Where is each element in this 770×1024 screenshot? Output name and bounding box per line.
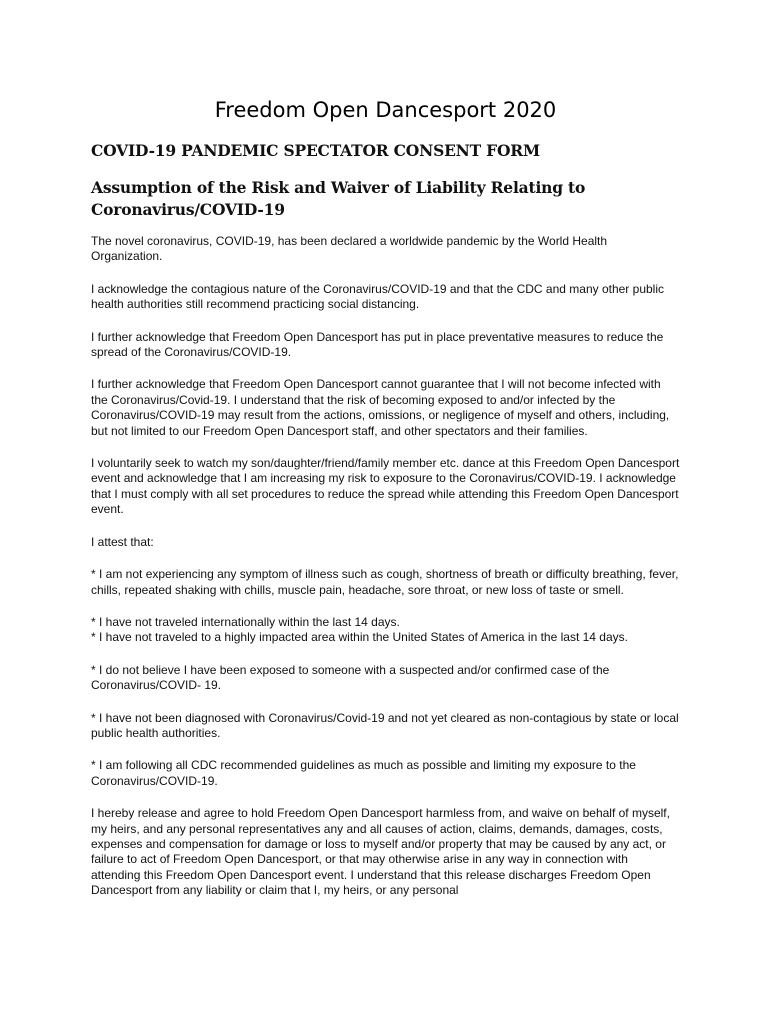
paragraph-contagious-nature: I acknowledge the contagious nature of the Coronavirus/COVID-19 and that the CDC and many other public health authorities still recommend practicing social distancing. xyxy=(91,281,664,312)
paragraph-release-of-liability: I hereby release and agree to hold Freedom Open Dancesport harmless from, and waive on behalf of myself, my heirs, and any personal representatives any and all causes of action, claims, demands, damages, costs, expenses and compensation for damage or loss to myself and/or property that may be caused by any act, or failure to act of Freedom Open Dancesport, or that may otherwise arise in any way in connection with attending this Freedom Open Dancesport event. I understand that this release discharges Freedom Open Dancesport from any liability or claim that I, my heirs, or any personal xyxy=(91,806,670,898)
paragraph-no-guarantee: I further acknowledge that Freedom Open Dancesport cannot guarantee that I will not become infected with the Coronavirus/Covid-19. I understand that the risk of becoming exposed to and/or infected by the Coronavirus/COVID-19 may result from the actions, omissions, or negligence of myself and others, including, but not limited to our Freedom Open Dancesport staff, and other spectators and their families. xyxy=(91,377,670,438)
paragraph-attest-intro: I attest that: xyxy=(91,534,154,549)
attestation-following-guidelines: * I am following all CDC recommended guidelines as much as possible and limiting my exposure to the Coronavirus/COVID-19. xyxy=(91,758,636,788)
document-body xyxy=(91,234,680,899)
document-title: Freedom Open Dancesport 2020 xyxy=(214,98,557,122)
attestation-no-exposure: * I do not believe I have been exposed to someone with a suspected and/or confirmed case of the Coronavirus/COVID- 19. xyxy=(91,662,610,693)
attestation-no-domestic-travel: * I have not traveled to a highly impacted area within the United States of America in the last 14 days. xyxy=(91,630,628,645)
form-heading: COVID-19 PANDEMIC SPECTATOR CONSENT FORM xyxy=(91,141,540,160)
attestation-not-diagnosed: * I have not been diagnosed with Coronavirus/Covid-19 and not yet cleared as non-contagious by state or local public health authorities. xyxy=(91,710,679,740)
attestation-no-international-travel: * I have not traveled internationally within the last 14 days. xyxy=(91,614,400,629)
paragraph-preventative-measures: I further acknowledge that Freedom Open Dancesport has put in place preventative measures to reduce the spread of the Coronavirus/COVID-19. xyxy=(91,329,664,360)
attestation-no-symptoms: * I am not experiencing any symptom of illness such as cough, shortness of breath or difficulty breathing, fever, chills, repeated shaking with chills, muscle pain, headache, sore throat, or new loss of taste or smell. xyxy=(91,567,679,597)
paragraph-voluntary-attendance: I voluntarily seek to watch my son/daughter/friend/family member etc. dance at this Freedom Open Dancesport event and acknowledge that I am increasing my risk to exposure to the Coronavirus/COVID-19. I acknowledge that I must comply with all set procedures to reduce the spread while attending this Freedom Open Dancesport event. xyxy=(91,456,680,517)
section-heading: Assumption of the Risk and Waiver of Liability Relating to Coronavirus/COVID-19 xyxy=(91,178,586,219)
paragraph-pandemic-declaration: The novel coronavirus, COVID-19, has been declared a worldwide pandemic by the World Health Organization. xyxy=(91,234,608,264)
